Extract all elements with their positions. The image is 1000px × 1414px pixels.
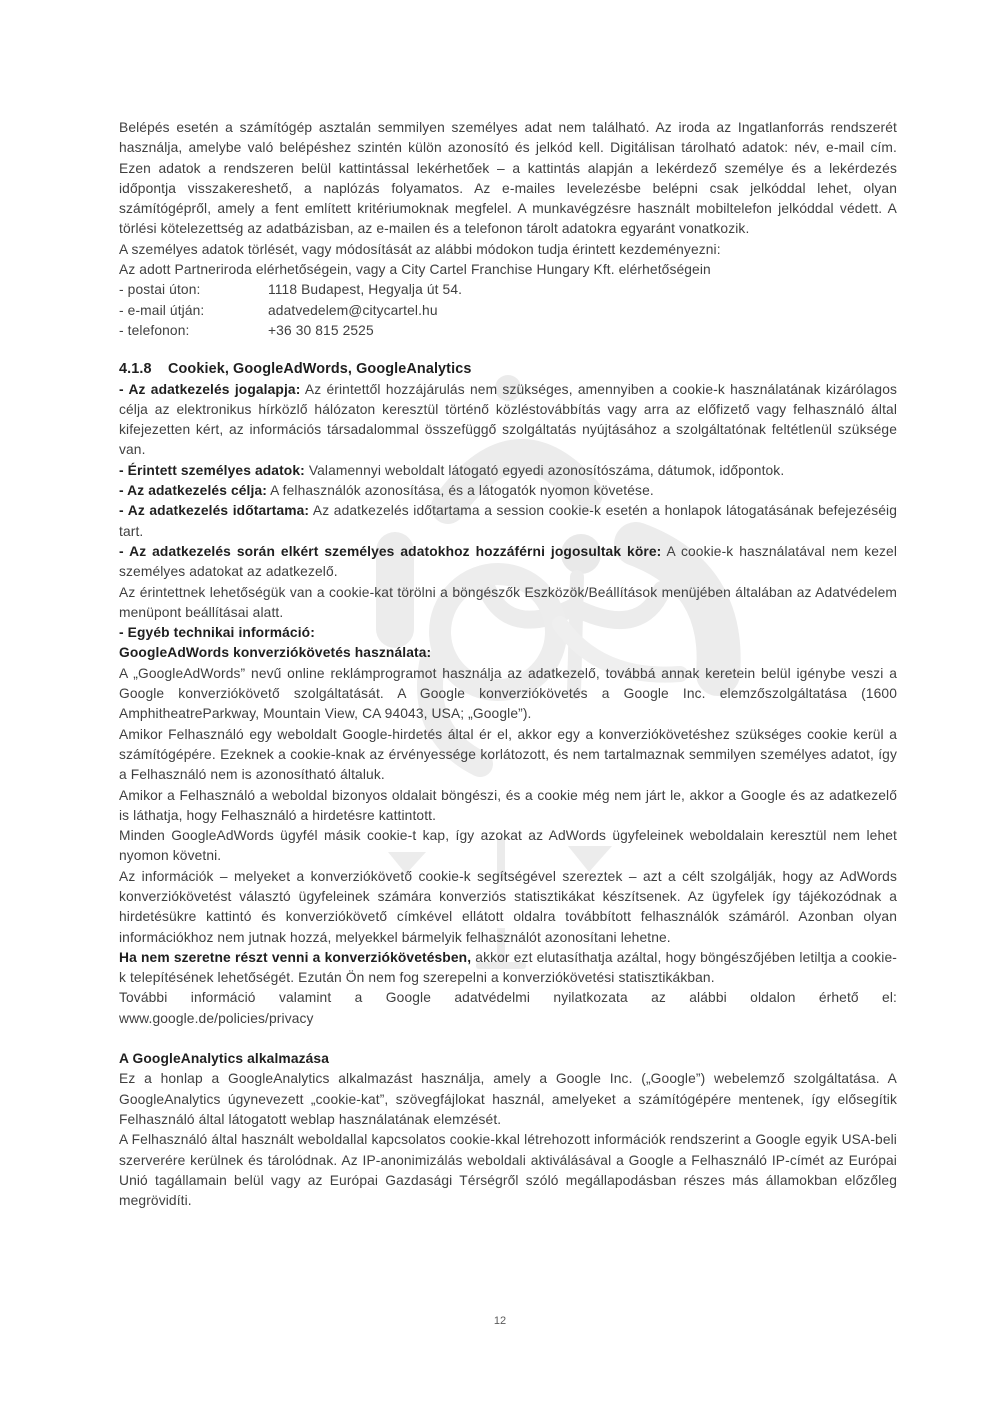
document-body	[119, 118, 897, 1211]
bullet-purpose	[119, 481, 897, 501]
contact-label: - postai úton:	[119, 282, 201, 298]
contact-row-postal	[119, 280, 897, 300]
adwords-paragraph-4: Minden GoogleAdWords ügyfél másik cookie-t kap, így azokat az AdWords ügyfeleinek weboldalain keresztül nem lehet nyomon követni.	[119, 828, 897, 864]
bullet-lead: - Az adatkezelés jogalapja:	[119, 381, 301, 397]
optout-lead: Ha nem szeretne részt venni a konverziókövetésben,	[119, 949, 472, 965]
bullet-text: A felhasználók azonosítása, és a látogatók nyomon követése.	[266, 483, 654, 499]
contact-label: - e-mail útján:	[119, 302, 205, 318]
analytics-paragraph-2: A Felhasználó által használt weboldallal kapcsolatos cookie-kkal létrehozott információk rendszerint a Google egyik USA-beli szerverére kerülnek és tárolódnak. Az IP-anonimizálás weboldali aktiválásával a Google a Felhasználó IP-címét az Európai Unió tagállamain belül vagy az Európai Gazdasági Térségről szóló megállapodásban részes más államokban előzőleg megrövidíti.	[119, 1132, 897, 1209]
adwords-paragraph-2: Amikor Felhasználó egy weboldalt Google-hirdetés által ér el, akkor egy a konverziókövetéshez szükséges cookie kerül a számítógépére. Ezeknek a cookie-knak az érvényessége korlátozott, és nem tartalmaznak semmilyen személyes adatot, így a Felhasználó nem is azonosítható általuk.	[119, 726, 897, 783]
bullet-lead: - Az adatkezelés időtartama:	[119, 503, 310, 519]
section-heading-4-1-8	[119, 359, 897, 379]
bullet-text: A cookie-k használatával nem kezel személyes adatokat az adatkezelő.	[119, 543, 898, 580]
bullet-lead: - Az adatkezelés célja:	[119, 483, 267, 499]
page-number: 12	[493, 1315, 507, 1327]
adwords-heading: GoogleAdWords konverziókövetés használata:	[119, 645, 432, 661]
bullet-lead: - Az adatkezelés során elkért személyes adatokhoz hozzáférni jogosultak köre:	[119, 543, 662, 559]
bullet-access-rights	[119, 542, 897, 583]
bullet-lead: - Érintett személyes adatok:	[119, 462, 305, 478]
bullet-personal-data	[119, 461, 897, 481]
section-title: Cookiek, GoogleAdWords, GoogleAnalytics	[168, 361, 472, 378]
contact-value-phone-number: +36 30 815 2525	[268, 322, 374, 338]
contact-value-postal-address: 1118 Budapest, Hegyalja út 54.	[268, 282, 463, 298]
cookie-delete-note: Az érintettnek lehetőségük van a cookie-kat törölni a böngészők Eszközök/Beállítások menüjében általában az Adatvédelem menüpont beállításai alatt.	[119, 584, 897, 620]
contact-row-phone	[119, 321, 897, 341]
contact-value-email-address: adatvedelem@citycartel.hu	[268, 302, 438, 318]
bullet-text: Valamennyi weboldalt látogató egyedi azonosítószáma, dátumok, időpontok.	[304, 462, 785, 478]
analytics-heading: A GoogleAnalytics alkalmazása	[119, 1051, 330, 1067]
bullet-text: Az érintettől hozzájárulás nem szükséges, amennyiben a cookie-k használatának kizárólagos célja az elektronikus hírközlő hálózaton keresztül történő közléstovábbítás vagy arra az előfizető vagy felhasználó által kifejezetten kért, az információs társadalommal összefüggő szolgáltatás nyújtásához a szolgáltatónak feltétlenül szüksége van.	[119, 381, 898, 458]
privacy-url: www.google.de/policies/privacy	[119, 1010, 314, 1026]
optout-text: akkor ezt elutasíthatja azáltal, hogy böngészőjében letiltja a cookie-k telepítésének lehetőségét. Ezután Ön nem fog szerepelni a konverziókövetési statisztikákban.	[119, 949, 897, 986]
bullet-text: Az adatkezelés időtartama a session cookie-k esetén a honlapok látogatásának befejezéséig tart.	[119, 503, 898, 539]
adwords-paragraph-1: A „GoogleAdWords” nevű online reklámprogramot használja az adatkezelő, továbbá annak keretein belül igénybe veszi a Google konverziókövető szolgáltatását. A Google konverziókövetés a Google Inc. elemzőszolgáltatása (1600 AmphitheatreParkway, Mountain View, CA 94043, USA; „Google”).	[119, 665, 897, 722]
adwords-paragraph-5: Az információk – melyeket a konverziókövető cookie-k segítségével szereztek – azt a célt szolgálják, hogy az AdWords konverziókövetést választó ügyfeleinek számára konverziós statisztikákat készítsenek. Az ügyfelek így tájékozódnak a hirdetésükre kattintó és konverziókövető címkével ellátott oldalra továbbított felhasználók számáról. Azonban olyan információkhoz nem jutnak hozzá, melyekkel bármelyik felhasználót azonosítani lehetne.	[119, 868, 897, 945]
more-info-line: További információ valamint a Google adatvédelmi nyilatkozata az alábbi oldalon érhető el:	[119, 990, 897, 1006]
section-number: 4.1.8	[119, 361, 152, 378]
analytics-paragraph-1: Ez a honlap a GoogleAnalytics alkalmazást használja, amely a Google Inc. („Google”) webelemző szolgáltatása. A GoogleAnalytics úgynevezett „cookie-kat”, szövegfájlokat használ, amelyeket a számítógépére mentenek, így elősegítik Felhasználó által látogatott weblap használatának elemzését.	[119, 1071, 897, 1127]
intro-paragraph-3: Az adott Partneriroda elérhetőségein, vagy a City Cartel Franchise Hungary Kft. elérhetőségein	[119, 262, 711, 278]
contact-row-email	[119, 301, 897, 321]
intro-paragraph-1: Belépés esetén a számítógép asztalán semmilyen személyes adat nem található. Az iroda az Ingatlanforrás rendszerét használja, amelybe való belépéshez szintén külön azonosító és jelkód kell. Digitálisan tárolható adatok: név, e-mail cím. Ezen adatok a rendszeren belül kattintással lekérhetőek – a kattintás alapján a lekérdező személye és a lekérdezés időpontja visszakereshető, a naplózás folyamatos. Az e-mailes levelezésbe belépni csak jelkóddal lehet, olyan számítógépről, amely a fent említett kritériumoknak megfelel. A munkavégzésre használt mobiltelefon jelkóddal védett. A törlési kötelezettség az adatbázisban, az e-mailen és a telefonon tárolt adatokra egyaránt vonatkozik.	[119, 120, 897, 237]
adwords-optout-paragraph	[119, 948, 897, 989]
tech-info-heading: - Egyéb technikai információ:	[119, 625, 315, 641]
bullet-legal-basis	[119, 380, 897, 461]
contact-label: - telefonon:	[119, 322, 190, 338]
intro-paragraph-2: A személyes adatok törlését, vagy módosítását az alábbi módokon tudja érintett kezdeményezni:	[119, 241, 721, 257]
bullet-duration	[119, 501, 897, 542]
adwords-paragraph-3: Amikor a Felhasználó a weboldal bizonyos oldalait böngészi, és a cookie még nem járt le, akkor a Google és az adatkezelő is láthatja, hogy Felhasználó a hirdetésre kattintott.	[119, 787, 897, 823]
